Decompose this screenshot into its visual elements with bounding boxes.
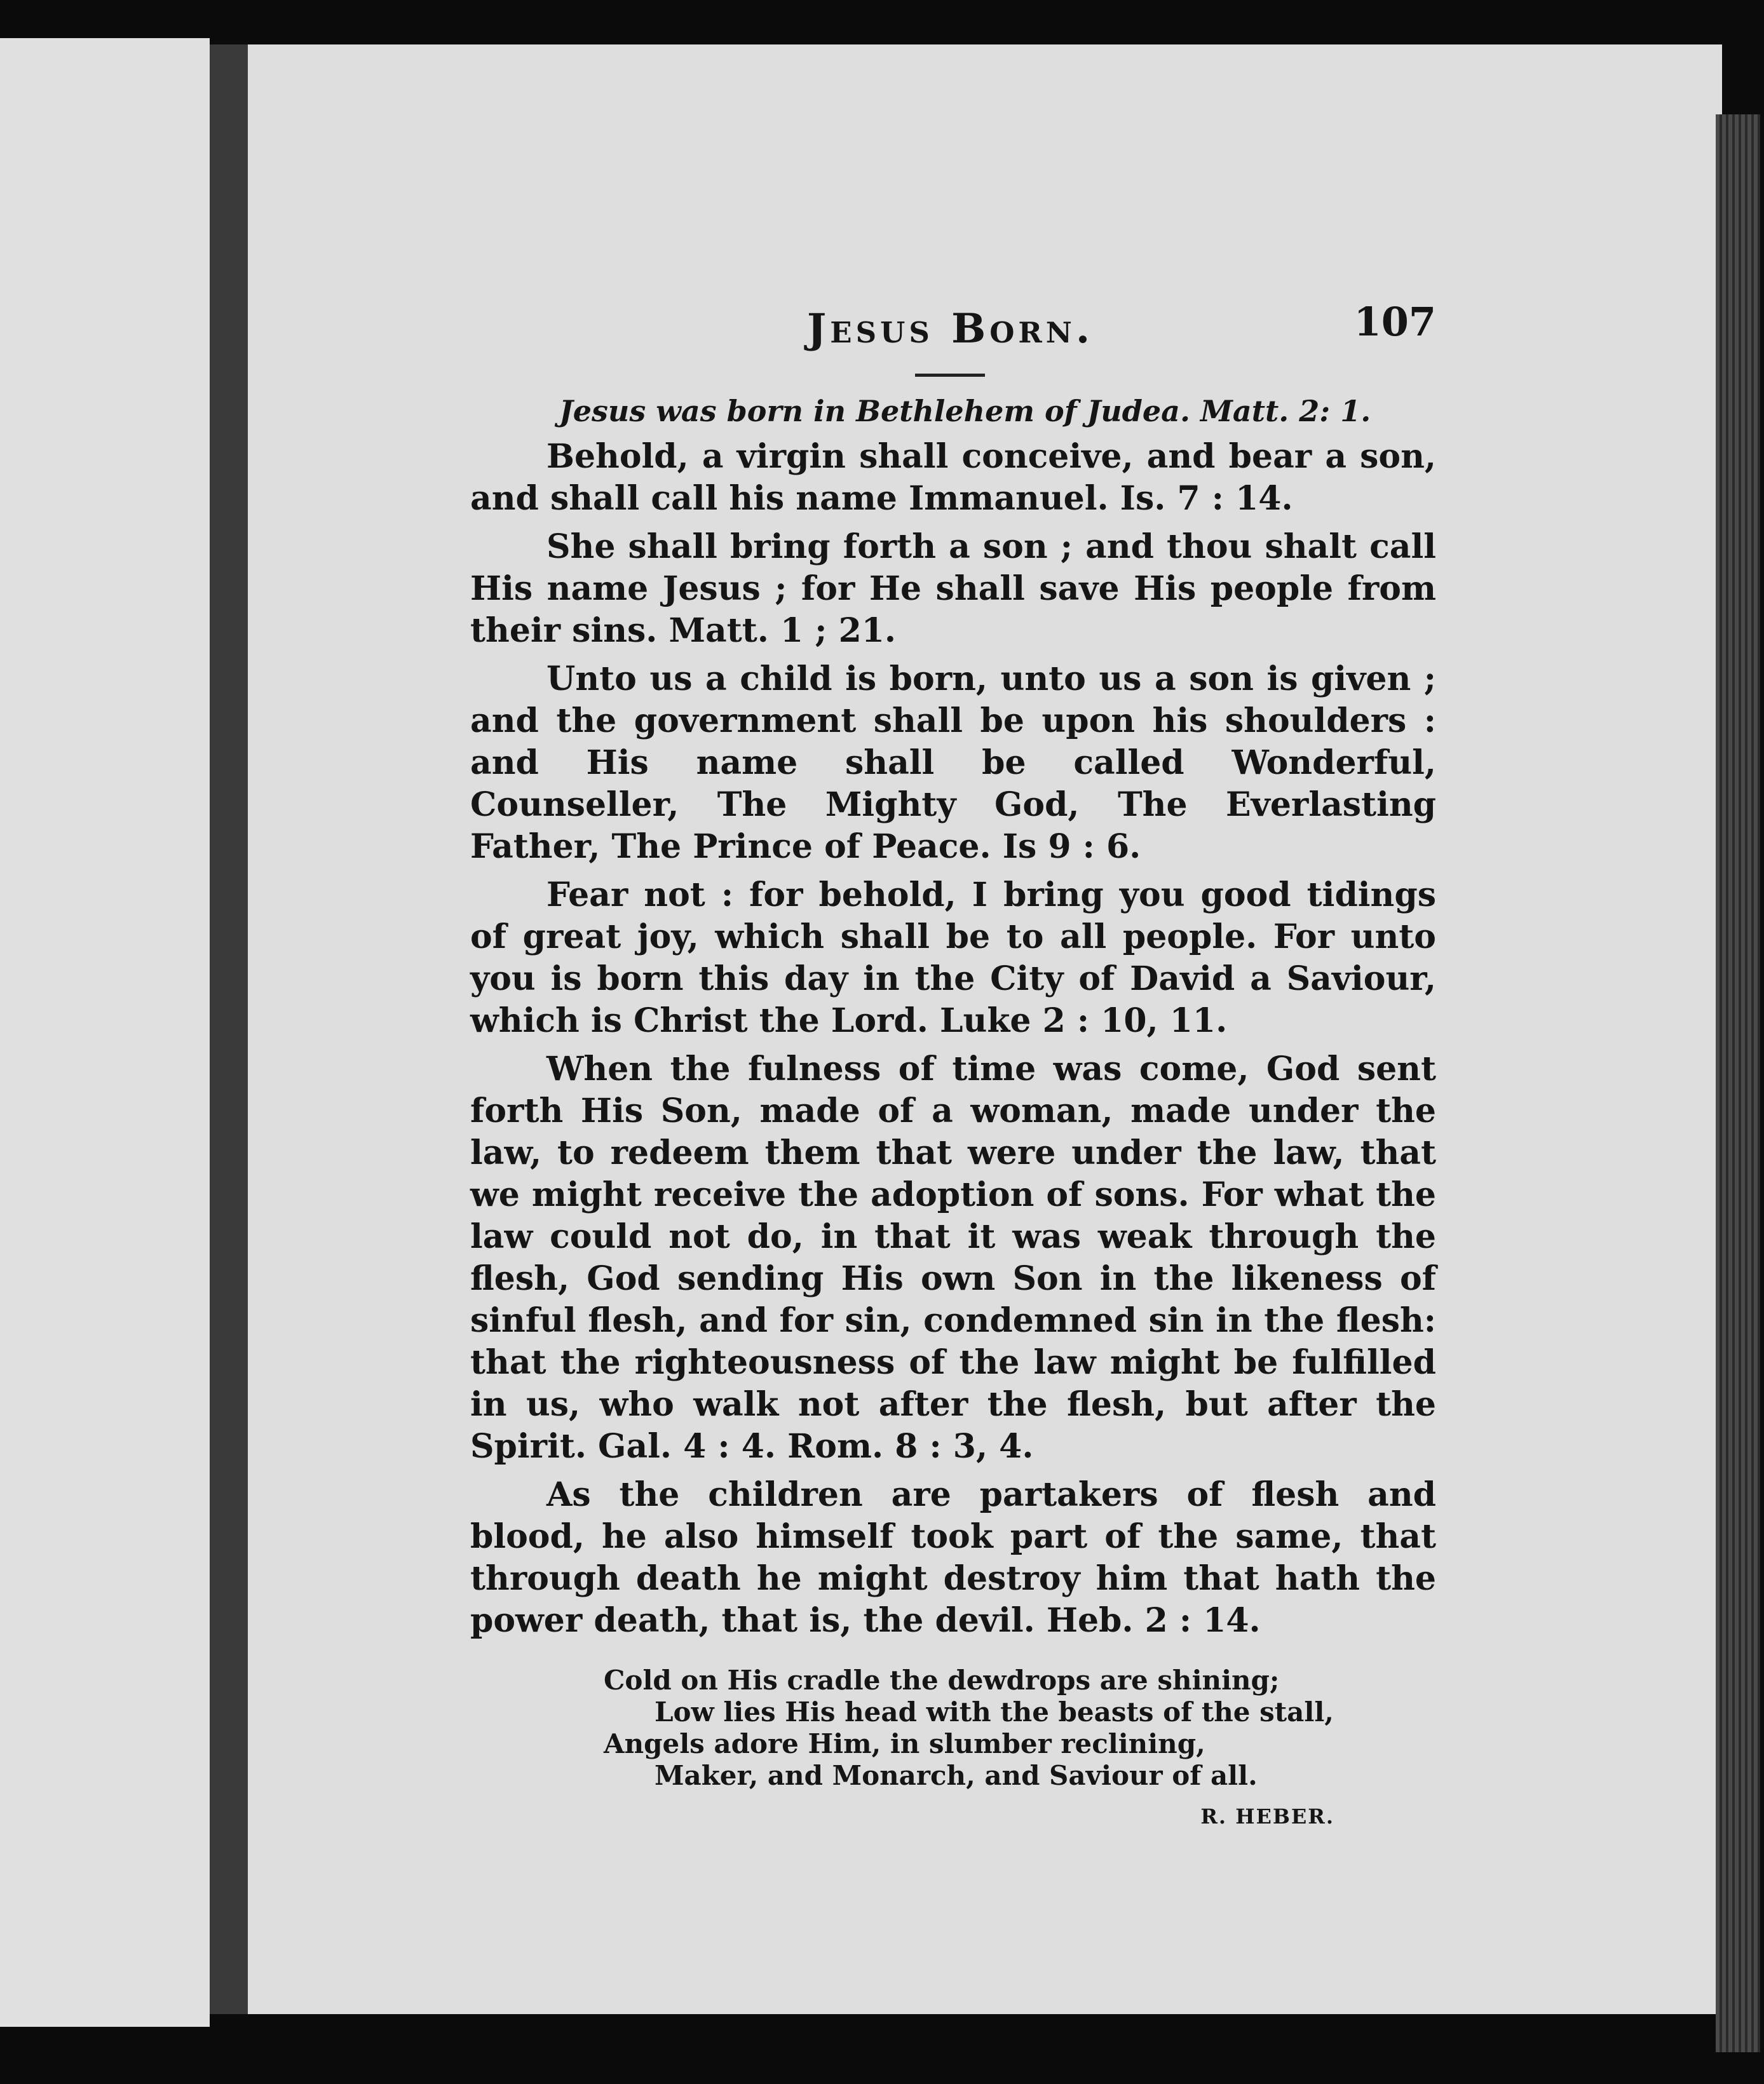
header	[470, 299, 1436, 375]
verse-paragraph: When the fulness of time was come, God sent forth His Son, made of a woman, made under the law, to redeem them that were under the law, that we might receive the adoption of sons. For what the law could not do, in that it was weak through the flesh, God sending His own Son in the likeness of sinful flesh, and for sin, condemned sin in the flesh: that the righteousness of the law might be fulfilled in us, who walk not after the flesh, but after the Spirit. Gal. 4 : 4. Rom. 8 : 3, 4.	[470, 1050, 1436, 1466]
title-rule	[915, 374, 985, 377]
poem	[604, 1665, 1436, 1792]
verse-paragraph: As the children are partakers of flesh and blood, he also himself took part of the same, that through death he might destroy him that hath the power death, that is, the devil. Heb. 2 : 14.	[470, 1475, 1436, 1640]
poem-line: Maker, and Monarch, and Saviour of all.	[655, 1760, 1258, 1791]
verse-paragraph: She shall bring forth a son ; and thou shalt call His name Jesus ; for He shall save His people from their sins. Matt. 1 ; 21.	[470, 527, 1436, 650]
poem-attribution: R. HEBER.	[1200, 1804, 1334, 1829]
poem-line: Low lies His head with the beasts of the stall,	[655, 1696, 1334, 1728]
verse-paragraph: Unto us a child is born, unto us a son is given ; and the government shall be upon his shoulders : and His name shall be called Wonderful, Counseller, The Mighty God, The Everlasting Father, The Prince of Peace. Is 9 : 6.	[470, 660, 1436, 866]
page-title: Jesus Born.	[807, 305, 1094, 353]
verse-paragraph: Fear not : for behold, I bring you good tidings of great joy, which shall be to all people. For unto you is born this day in the City of David a Saviour, which is Christ the Lord. Luke 2 : 10, 11.	[470, 876, 1436, 1040]
verse-paragraph: Behold, a virgin shall conceive, and bear a son, and shall call his name Immanuel. Is. 7 : 14.	[470, 437, 1436, 518]
page-number: 107	[1354, 299, 1436, 345]
epigraph: Jesus was born in Bethlehem of Judea. Matt. 2: 1.	[559, 394, 1371, 428]
page-content	[470, 299, 1436, 1829]
poem-line: Angels adore Him, in slumber reclining,	[604, 1728, 1205, 1759]
left-page	[0, 38, 210, 2027]
poem-line: Cold on His cradle the dewdrops are shining;	[604, 1665, 1280, 1696]
page-edges	[1716, 114, 1760, 2052]
